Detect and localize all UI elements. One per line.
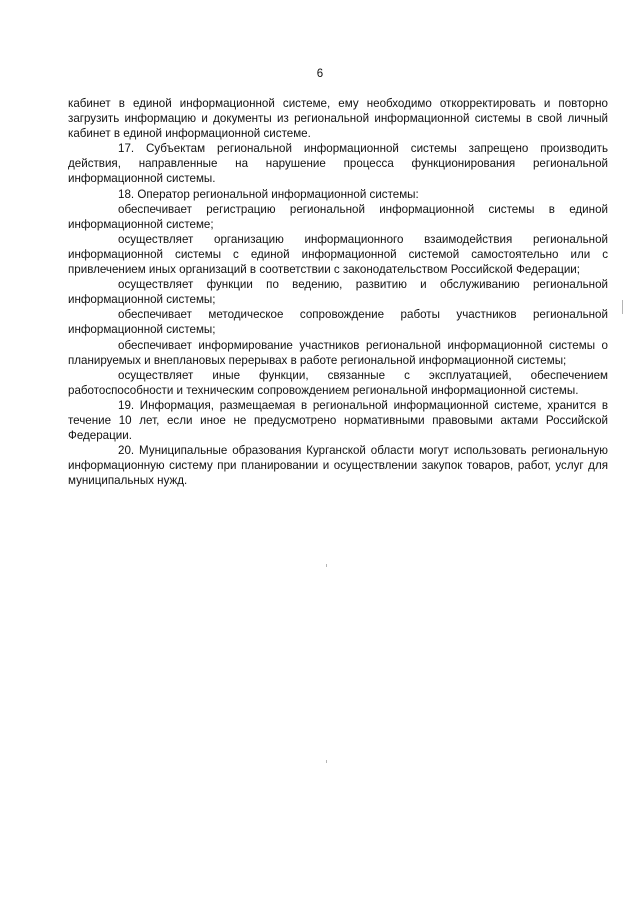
paragraph-18-item-other-functions: осуществляет иные функции, связанные с эксплуатацией, обеспечением работоспособности и техническим сопровождением региональной информационной системы.: [68, 368, 608, 397]
scan-artifact: [326, 760, 327, 763]
paragraph-18-item-interaction: осуществляет организацию информационного взаимодействия региональной информационной системы с единой информационной системой самостоятельно или с привлечением иных организаций в соответствии с законодательством Российской Федерации;: [68, 232, 608, 277]
paragraph-18-item-methodical-support: обеспечивает методическое сопровождение работы участников региональной информационной системы;: [68, 308, 608, 337]
paragraph-18: 18. Оператор региональной информационной системы:: [118, 187, 419, 201]
paragraph-19: 19. Информация, размещаемая в региональной информационной системе, хранится в течение 10 лет, если иное не предусмотрено нормативными правовыми актами Российской Федерации.: [68, 398, 608, 443]
scan-artifact: [622, 300, 623, 314]
page-number: 6: [316, 68, 324, 80]
paragraph-20: 20. Муниципальные образования Курганской области могут использовать региональную информационную систему при планировании и осуществлении закупок товаров, работ, услуг для муниципальных нужд.: [68, 444, 608, 488]
paragraph-continuation: кабинет в единой информационной системе, ему необходимо откорректировать и повторно загрузить информацию и документы из региональной информационной системы в свой личный кабинет в единой информационной системе.: [68, 97, 608, 141]
paragraph-18-item-registration: обеспечивает регистрацию региональной информационной системы в единой информационной системе;: [68, 202, 608, 231]
paragraph-18-item-maintenance: осуществляет функции по ведению, развитию и обслуживанию региональной информационной системы;: [68, 278, 608, 307]
document-body: [68, 96, 608, 488]
paragraph-18-item-informing: обеспечивает информирование участников региональной информационной системы о планируемых и внеплановых перерывах в работе региональной информационной системы;: [68, 338, 608, 367]
paragraph-17: 17. Субъектам региональной информационной системы запрещено производить действия, направленные на нарушение процесса функционирования региональной информационной системы.: [68, 142, 608, 186]
scan-artifact: [326, 564, 327, 567]
